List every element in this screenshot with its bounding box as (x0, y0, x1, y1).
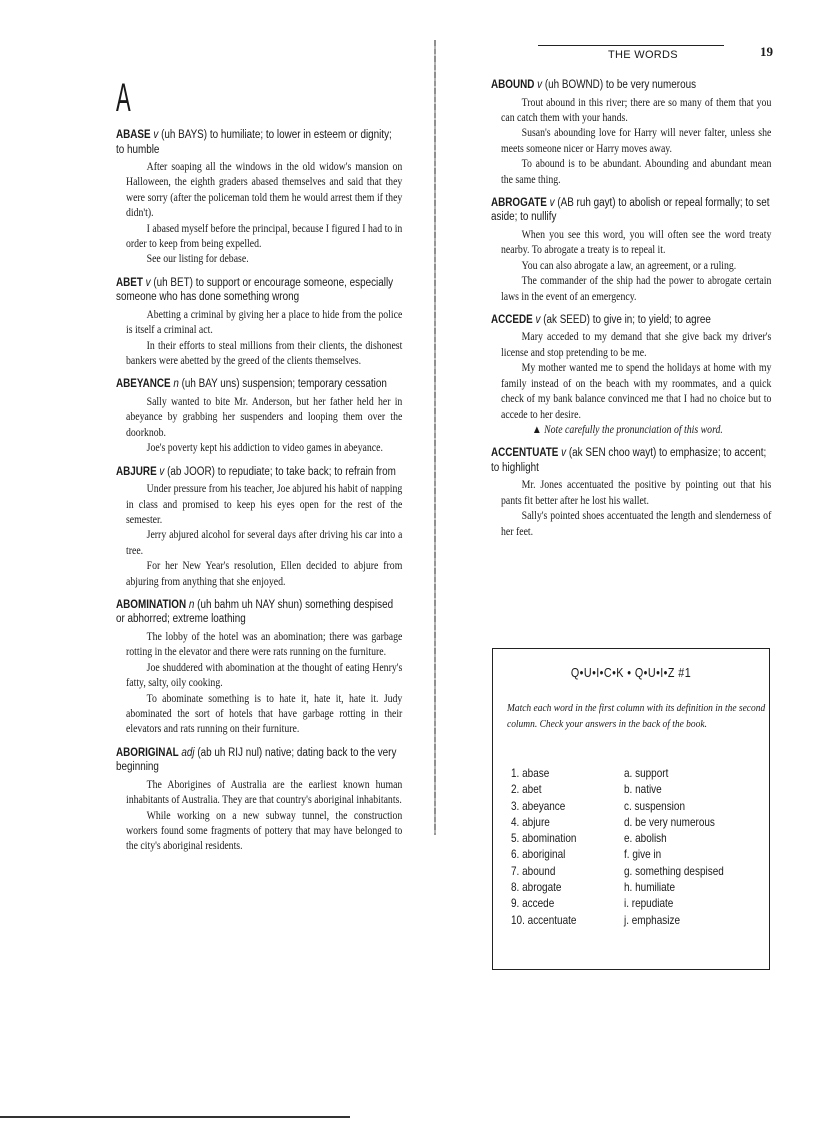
entry-body (116, 395, 403, 457)
quiz-number: 7. (511, 864, 520, 878)
entry-headline (116, 465, 402, 480)
quiz-definition (624, 914, 742, 930)
entry-definition: to humiliate; to lower in esteem or dignity; to humble (116, 129, 392, 156)
entry-body (491, 96, 772, 188)
entry-word: ABJURE (116, 465, 157, 478)
entry-word: ABET (116, 276, 143, 289)
page-number: 19 (760, 44, 773, 59)
entry-pronunciation: (uh BAYS) (161, 129, 208, 141)
quiz-letter: j. (624, 913, 629, 927)
quiz-term: aboriginal (522, 848, 566, 862)
entry-part-of-speech: v (159, 465, 165, 478)
dictionary-entry (491, 313, 772, 438)
quiz-letter: h. (624, 881, 633, 895)
entry-headline (116, 746, 402, 775)
entry-part-of-speech: adj (181, 746, 195, 759)
quiz-row (511, 865, 761, 881)
entry-part-of-speech: n (173, 378, 179, 391)
entry-part-of-speech: v (561, 447, 567, 460)
binding-gutter (434, 40, 436, 835)
quiz-letter: e. (624, 832, 633, 846)
right-entry-list (491, 78, 772, 540)
quiz-letter: d. (624, 815, 633, 829)
example-paragraph: You can also abrogate a law, an agreement, or a ruling. (521, 259, 737, 272)
entry-pronunciation: (ab uh RIJ nul) (197, 746, 263, 759)
entry-part-of-speech: v (145, 276, 151, 289)
entry-pronunciation: (ak SEED) (543, 313, 590, 326)
quiz-definition (624, 767, 742, 783)
entry-body (116, 160, 403, 268)
example-paragraph: When you see this word, you will often see the word treaty nearby. To abrogate a treaty is to repeal it. (501, 228, 772, 257)
quiz-list (511, 767, 761, 930)
dictionary-entry (491, 446, 772, 540)
example-paragraph: The commander of the ship had the power to abrogate certain laws in the event of an emergency. (501, 275, 772, 303)
entry-definition: something despised or abhorred; extreme loathing (116, 598, 394, 626)
dictionary-entry (116, 598, 403, 738)
example-paragraph: To abound is to be abundant. Abounding and abundant mean the same thing. (501, 158, 772, 186)
entry-definition: to emphasize; to accent; to highlight (491, 447, 767, 474)
entry-part-of-speech: n (188, 598, 195, 611)
entry-word: ABEYANCE (116, 378, 171, 391)
quiz-number: 9. (511, 897, 520, 911)
entry-headline (491, 313, 771, 328)
dictionary-entry (116, 276, 403, 370)
quiz-definition-text: something despised (635, 864, 724, 878)
quiz-letter: c. (624, 799, 632, 813)
quiz-word (511, 767, 608, 783)
entry-headline (116, 128, 402, 157)
quiz-definition (624, 865, 742, 881)
quiz-definition (624, 816, 742, 832)
entry-definition: to repudiate; to take back; to refrain from (217, 465, 396, 478)
quiz-definition-text: give in (632, 848, 662, 862)
quiz-definition-text: native (635, 783, 662, 797)
entry-word: ACCENTUATE (491, 447, 559, 460)
quiz-word (511, 848, 608, 864)
entry-pronunciation: (uh BAY uns) (181, 378, 240, 391)
quiz-definition-text: support (635, 767, 669, 780)
quiz-number: 4. (511, 815, 520, 829)
quiz-row (511, 767, 761, 783)
quiz-title: Q•U•I•C•K • Q•U•I•Z #1 (570, 666, 692, 680)
quiz-instructions: Match each word in the first column with its definition in the second column. Check your answers in the back of the book. (507, 702, 766, 730)
dictionary-entry (116, 746, 403, 855)
quiz-definition-text: humiliate (635, 881, 676, 895)
entry-word: ABOUND (491, 79, 535, 91)
example-paragraph: After soaping all the windows in the old widow's mansion on Halloween, the eighth graders abased themselves and said that they were sorry (after the policeman told them he would arrest them if they didn't). (126, 161, 403, 220)
entry-definition: suspension; temporary cessation (242, 378, 387, 391)
left-column (116, 70, 403, 863)
quiz-word (511, 881, 608, 897)
note-marker-icon: ▲ (531, 423, 545, 436)
dictionary-entry (491, 78, 772, 188)
quiz-definition (624, 848, 742, 864)
usage-note (501, 423, 782, 438)
example-paragraph: The Aborigines of Australia are the earliest known human inhabitants of Australia. They are that country's aboriginal inhabitants. (126, 778, 403, 807)
entry-word: ABROGATE (491, 196, 547, 209)
example-paragraph: Mary acceded to my demand that she give back my driver's license and stop pretending to be me. (501, 331, 772, 359)
entry-pronunciation: (uh BET) (153, 276, 193, 289)
quiz-definition (624, 832, 742, 848)
entry-word: ACCEDE (491, 313, 533, 326)
quiz-term: accentuate (527, 913, 577, 927)
entry-definition: to give in; to yield; to agree (592, 313, 711, 326)
left-entry-list (116, 128, 403, 855)
entry-definition: to support or encourage someone, especially someone who has done something wrong (116, 276, 394, 304)
quiz-letter: g. (624, 864, 633, 878)
quiz-term: abomination (522, 832, 577, 846)
entry-pronunciation: (AB ruh gayt) (557, 196, 616, 209)
quiz-term: abound (522, 864, 556, 878)
entry-word: ABOMINATION (116, 598, 187, 611)
quiz-definition (624, 800, 742, 816)
example-paragraph: See our listing for debase. (146, 253, 249, 266)
example-paragraph: Mr. Jones accentuated the positive by pointing out that his pants fit better after he lost his wallet. (501, 479, 772, 507)
quiz-row (511, 783, 761, 799)
quiz-row (511, 848, 761, 864)
example-paragraph: Sally's pointed shoes accentuated the length and slenderness of her feet. (501, 510, 772, 538)
example-paragraph: I abased myself before the principal, because I figured I had to in order to keep from being expelled. (126, 222, 403, 251)
example-paragraph: Trout abound in this river; there are so many of them that you can catch them with your hands. (501, 96, 772, 124)
quiz-definition (624, 897, 742, 913)
entry-word: ABORIGINAL (116, 746, 179, 759)
usage-note-text: Note carefully the pronunciation of this word. (544, 423, 723, 436)
entry-part-of-speech: v (535, 313, 541, 326)
quiz-term: accede (522, 897, 555, 911)
dictionary-entry (116, 377, 403, 456)
quiz-row (511, 881, 761, 897)
example-paragraph: Joe shuddered with abomination at the thought of eating Henry's fatty, salty, oily cooking. (126, 661, 403, 690)
quiz-number: 8. (511, 881, 520, 895)
quiz-term: abjure (522, 815, 550, 829)
running-header: THE WORDS (608, 49, 678, 61)
quiz-number: 2. (511, 783, 520, 797)
entry-body (116, 778, 403, 855)
quiz-definition (624, 881, 742, 897)
quiz-letter: i. (624, 897, 629, 911)
quiz-term: abet (522, 783, 542, 797)
entry-body (116, 308, 403, 370)
example-paragraph: In their efforts to steal millions from their clients, the dishonest bankers were abetted by the greed of the clients themselves. (126, 339, 403, 368)
entry-body (491, 330, 772, 438)
entry-definition: to abolish or repeal formally; to set aside; to nullify (491, 196, 770, 224)
quiz-definition-text: repudiate (631, 897, 674, 911)
quiz-number: 6. (511, 848, 520, 862)
quiz-definition (624, 783, 742, 799)
entry-pronunciation: (ak SEN choo wayt) (568, 447, 657, 460)
quiz-word (511, 897, 608, 913)
entry-headline (491, 446, 771, 475)
quiz-word (511, 914, 608, 930)
quiz-number: 10. (511, 913, 525, 927)
dictionary-entry (491, 196, 772, 305)
entry-part-of-speech: v (549, 196, 555, 209)
quiz-word (511, 816, 608, 832)
quiz-row (511, 800, 761, 816)
entry-body (491, 478, 772, 540)
entry-headline (491, 196, 771, 225)
example-paragraph: Joe's poverty kept his addiction to video games in abeyance. (146, 442, 383, 455)
entry-word: ABASE (116, 129, 151, 141)
entry-pronunciation: (uh BOWND) (544, 79, 604, 91)
example-paragraph: Abetting a criminal by giving her a place to hide from the police is itself a criminal act. (126, 308, 403, 337)
entry-part-of-speech: v (153, 129, 159, 141)
example-paragraph: For her New Year's resolution, Ellen decided to abjure from abjuring from anything that she enjoyed. (126, 560, 403, 588)
entry-headline (116, 377, 402, 392)
quiz-definition-text: suspension (634, 799, 685, 813)
bottom-rule (0, 1116, 350, 1118)
quiz-row (511, 832, 761, 848)
quiz-row (511, 816, 761, 832)
entry-pronunciation: (ab JOOR) (167, 465, 215, 478)
quiz-term: abase (522, 767, 550, 780)
quiz-term: abrogate (522, 881, 562, 895)
entry-headline (116, 598, 402, 627)
example-paragraph: Jerry abjured alcohol for several days after driving his car into a tree. (126, 529, 403, 557)
entry-body (116, 630, 403, 738)
entry-body (491, 228, 772, 305)
example-paragraph: Susan's abounding love for Harry will never falter, unless she meets someone nicer or Harry moves away. (501, 127, 772, 155)
example-paragraph: Sally wanted to bite Mr. Anderson, but her father held her in abeyance by grabbing her suspenders and looping them over the doorknob. (126, 395, 403, 439)
example-paragraph: To abominate something is to hate it, hate it, hate it. Judy abominated the sort of hotels that have garbage rotting in their elevators and rats running on their furniture. (126, 692, 403, 736)
quiz-definition-text: emphasize (631, 913, 680, 927)
quiz-definition-text: abolish (635, 832, 667, 846)
quiz-word (511, 832, 608, 848)
example-paragraph: Under pressure from his teacher, Joe abjured his habit of napping in class and promised to keep his eyes open for the rest of the semester. (126, 483, 403, 526)
quick-quiz-box (492, 648, 770, 970)
example-paragraph: My mother wanted me to spend the holidays at home with my family instead of on the beach with my roommates, and a quick check of my bank balance convinced me that I had no choice but to accede to her desire. (501, 362, 772, 421)
example-paragraph: The lobby of the hotel was an abomination; there was garbage rotting in the elevator and there were rats running on the furniture. (126, 630, 403, 659)
quiz-word (511, 783, 608, 799)
quiz-word (511, 800, 608, 816)
quiz-number: 1. (511, 767, 520, 780)
quiz-row (511, 914, 761, 930)
right-column (491, 78, 772, 548)
dictionary-entry (116, 465, 403, 590)
example-paragraph: While working on a new subway tunnel, the construction workers found some fragments of pottery that may have belonged to the city's aboriginal residents. (126, 809, 403, 853)
quiz-number: 3. (511, 799, 520, 813)
header-rule (538, 45, 724, 46)
entry-definition: native; dating back to the very beginning (116, 746, 397, 774)
entry-headline (491, 78, 771, 93)
quiz-number: 5. (511, 832, 520, 846)
entry-pronunciation: (uh bahm uh NAY shun) (197, 598, 303, 611)
entry-headline (116, 276, 402, 305)
quiz-definition-text: be very numerous (635, 815, 715, 829)
quiz-letter: b. (624, 783, 633, 797)
quiz-letter: f. (624, 848, 630, 862)
entry-part-of-speech: v (537, 79, 543, 91)
quiz-term: abeyance (522, 799, 566, 813)
quiz-row (511, 897, 761, 913)
entry-body (116, 482, 403, 590)
entry-definition: to be very numerous (605, 79, 697, 91)
quiz-letter: a. (624, 767, 633, 780)
quiz-word (511, 865, 608, 881)
dictionary-entry (116, 128, 403, 268)
section-letter: A (116, 76, 131, 120)
